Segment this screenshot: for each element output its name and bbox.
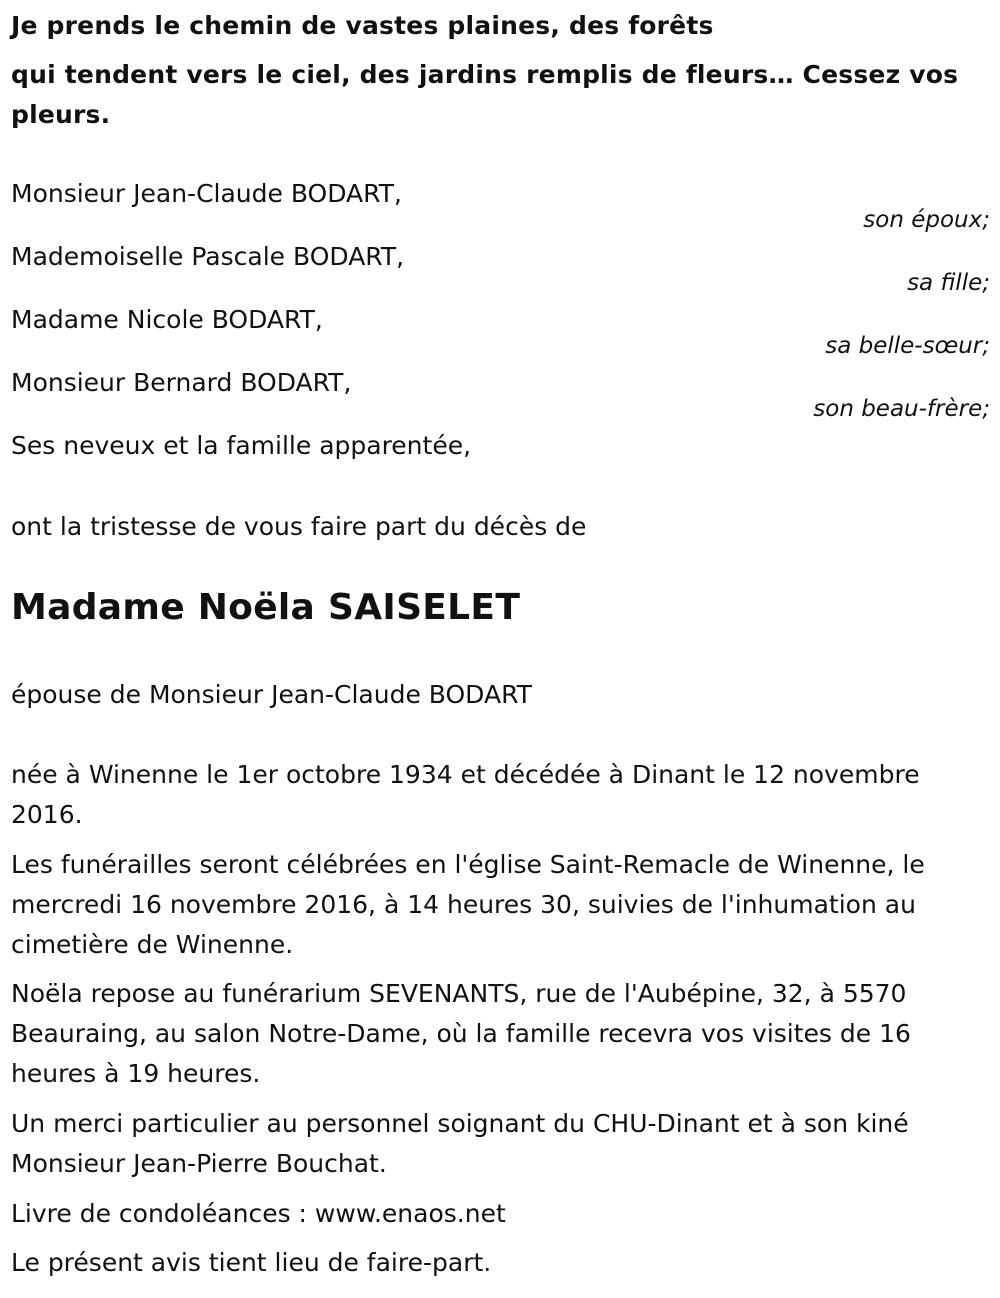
family-member-name: Mademoiselle Pascale BODART, xyxy=(11,242,405,271)
family-member-relation: sa belle-sœur; xyxy=(825,333,990,359)
thanks-paragraph: Un merci particulier au personnel soignant du CHU-Dinant et à son kiné Monsieur Jean-Pierre Bouchat. xyxy=(11,1109,909,1178)
family-member-name: Monsieur Bernard BODART, xyxy=(11,368,352,397)
family-member xyxy=(11,298,990,361)
family-member-relation: son beau-frère; xyxy=(813,396,990,422)
poem-line-1: Je prends le chemin de vastes plaines, des forêts xyxy=(11,11,714,40)
funerarium-paragraph: Noëla repose au funérarium SEVENANTS, rue de l'Aubépine, 32, à 5570 Beauraing, au salon Notre-Dame, où la famille recevra vos visites de 16 heures à 19 heures. xyxy=(11,979,911,1088)
family-member xyxy=(11,172,990,235)
notice-line: Le présent avis tient lieu de faire-part. xyxy=(11,1248,492,1277)
condolences-line: Livre de condoléances : www.enaos.net xyxy=(11,1199,506,1228)
family-member-relation: sa fille; xyxy=(907,270,990,296)
family-member xyxy=(11,235,990,298)
poem-line-2: qui tendent vers le ciel, des jardins remplis de fleurs… Cessez vos pleurs. xyxy=(11,60,959,129)
family-member-name: Monsieur Jean-Claude BODART, xyxy=(11,179,402,208)
family-member xyxy=(11,361,990,424)
nephews-line: Ses neveux et la famille apparentée, xyxy=(11,431,472,460)
family-member-relation: son époux; xyxy=(863,207,990,233)
announcement-line: ont la tristesse de vous faire part du décès de xyxy=(11,512,587,541)
deceased-name: Madame Noëla SAISELET xyxy=(11,587,521,628)
birth-death-line: née à Winenne le 1er octobre 1934 et décédée à Dinant le 12 novembre 2016. xyxy=(11,760,920,829)
family-member-name: Madame Nicole BODART, xyxy=(11,305,323,334)
spouse-line: épouse de Monsieur Jean-Claude BODART xyxy=(11,680,532,709)
family-list xyxy=(11,172,990,424)
funeral-paragraph: Les funérailles seront célébrées en l'église Saint-Remacle de Winenne, le mercredi 16 novembre 2016, à 14 heures 30, suivies de l'inhumation au cimetière de Winenne. xyxy=(11,850,925,959)
